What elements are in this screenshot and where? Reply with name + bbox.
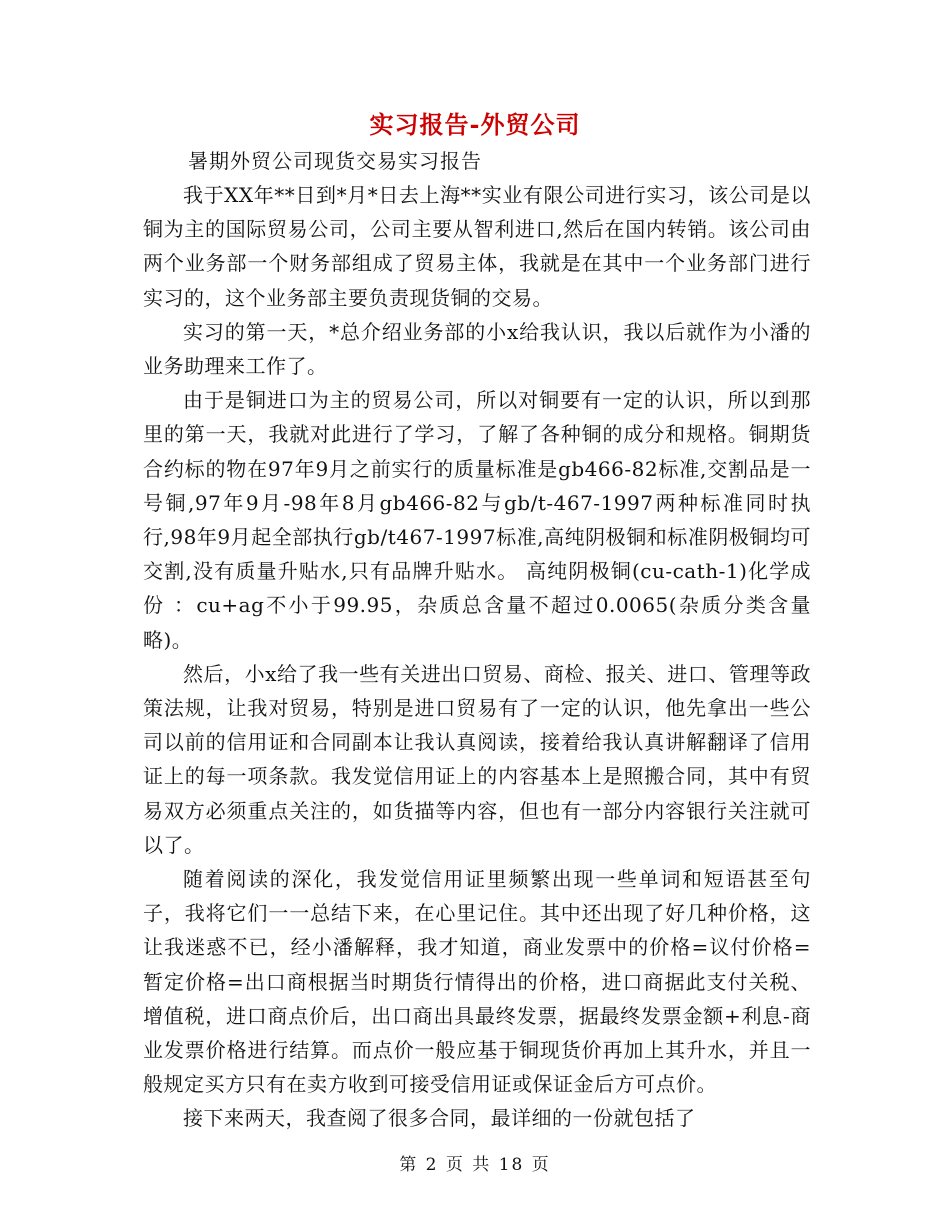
page-title: 实习报告-外贸公司	[369, 110, 581, 139]
paragraph-6: 接下来两天，我查阅了很多合同，最详细的一份就包括了	[183, 1106, 696, 1131]
page-number-footer: 第 2 页 共 18 页	[399, 1155, 551, 1175]
report-body	[143, 178, 811, 1136]
paragraph-4: 然后，小x给了我一些有关进出口贸易、商检、报关、进口、管理等政策法规，让我对贸易，特别是进口贸易有了一定的认识，他先拿出一些公司以前的信用证和合同副本让我认真阅读，接着给我认真讲解翻译了信用证上的每一项条款。我发觉信用证上的内容基本上是照搬合同，其中有贸易双方必须重点关注的，如货描等内容，但也有一部分内容银行关注就可以了。	[143, 661, 811, 857]
paragraph-3: 由于是铜进口为主的贸易公司，所以对铜要有一定的认识，所以到那里的第一天，我就对此进行了学习，了解了各种铜的成分和规格。铜期货合约标的物在97年9月之前实行的质量标准是gb466-82标准,交割品是一号铜,97年9月-98年8月gb466-82与gb/t-467-1997两种标准同时执行,98年9月起全部执行gb/t467-1997标准,高纯阴极铜和标准阴极铜均可交割,没有质量升贴水,只有品牌升贴水。 高纯阴极铜(cu-cath-1)化学成份 ：cu+ag不小于99.95，杂质总含量不超过0.0065(杂质分类含量略)。	[143, 388, 811, 652]
paragraph-5: 随着阅读的深化，我发觉信用证里频繁出现一些单词和短语甚至句子，我将它们一一总结下来，在心里记住。其中还出现了好几种价格，这让我迷惑不已，经小潘解释，我才知道，商业发票中的价格=议付价格=暂定价格=出口商根据当时期货行情得出的价格，进口商据此支付关税、增值税，进口商点价后，出口商出具最终发票，据最终发票金额+利息-商业发票价格进行结算。而点价一般应基于铜现货价再加上其升水，并且一般规定买方只有在卖方收到可接受信用证或保证金后方可点价。	[143, 867, 811, 1097]
report-subtitle: 暑期外贸公司现货交易实习报告	[188, 149, 482, 173]
paragraph-1: 我于XX年**日到*月*日去上海**实业有限公司进行实习，该公司是以铜为主的国际贸易公司，公司主要从智利进口,然后在国内转销。该公司由两个业务部一个财务部组成了贸易主体，我就是在其中一个业务部门进行实习的，这个业务部主要负责现货铜的交易。	[143, 183, 811, 310]
paragraph-2: 实习的第一天，*总介绍业务部的小x给我认识，我以后就作为小潘的业务助理来工作了。	[143, 319, 811, 379]
